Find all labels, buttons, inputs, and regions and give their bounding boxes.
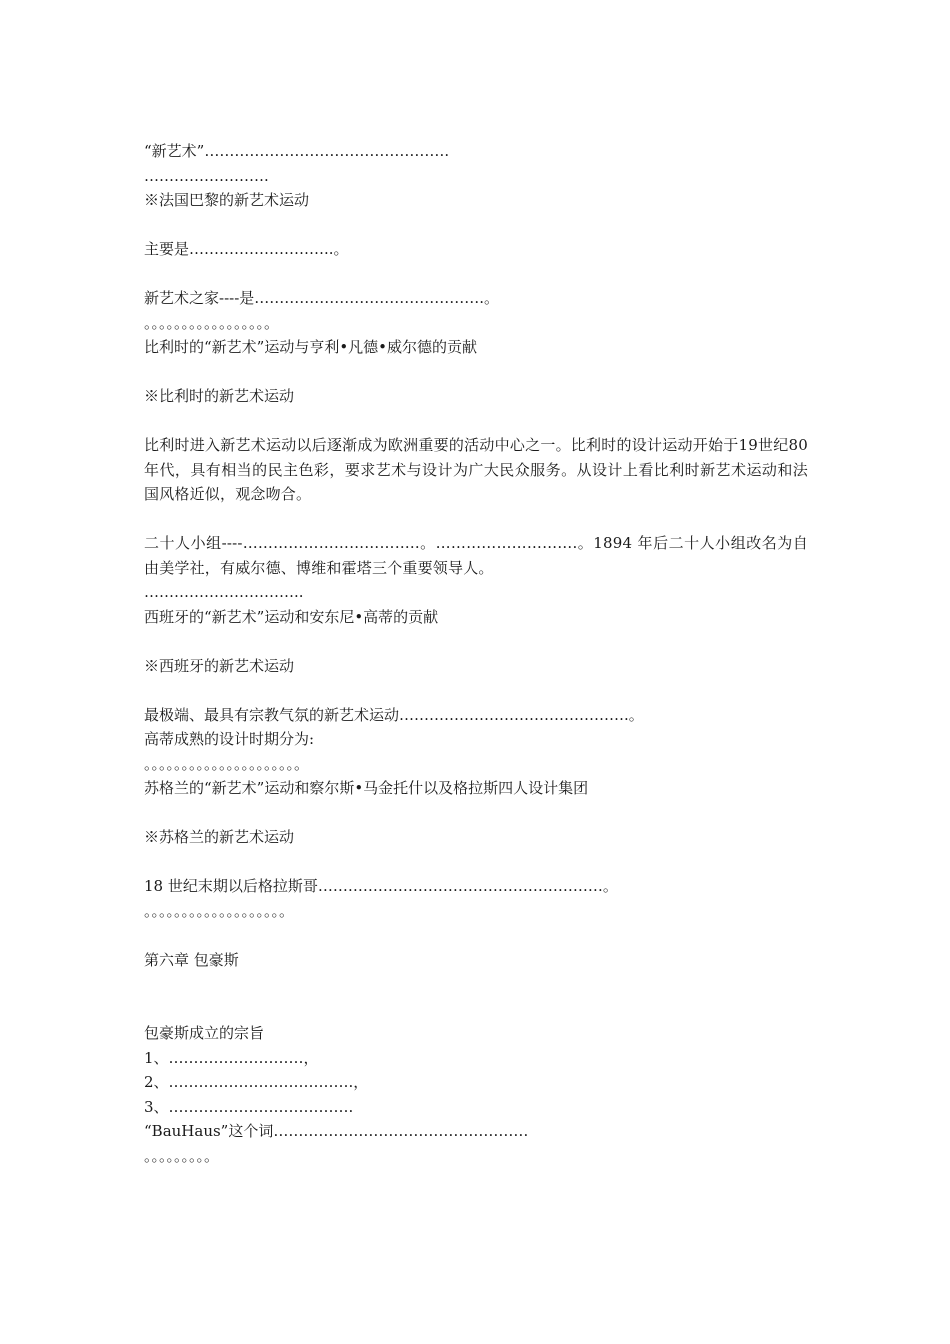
list-item: 3、………………………………. [144,1097,354,1116]
blank-line [144,262,808,287]
text-line: ………………………….. [144,583,304,601]
chapter-title: 第六章 包豪斯 [144,950,239,969]
text-line: “新艺术”…………………………………………. [144,142,450,160]
section-heading: ※法国巴黎的新艺术运动 [144,191,310,209]
text-line: 主要是………………………..。 [144,240,349,258]
blank-line [144,213,808,238]
paragraph: 比利时进入新艺术运动以后逐渐成为欧洲重要的活动中心之一。比利时的设计运动开始于19世纪80年代，具有相当的民主色彩，要求艺术与设计为广大民众服务。从设计上看比利时新艺术运动和法国风格近似，观念吻合。 [144,436,808,503]
document-body [144,139,808,1168]
paragraph: 二十人小组----……………………………..。……………………….。1894 年后二十人小组改名为自由美学社，有威尔德、博维和霍塔三个重要领导人。 [144,534,808,577]
blank-line [144,801,808,826]
blank-line [144,850,808,875]
text-line: 。。。。。。。。。 [144,1146,220,1165]
blank-line [144,678,808,703]
section-title: 西班牙的“新艺术”运动和安东尼•高蒂的贡献 [144,607,439,626]
section-title: 比利时的“新艺术”运动与亨利•凡德•威尔德的贡献 [144,338,478,356]
text-line: 新艺术之家----是……………………………………….。 [144,289,500,307]
blank-line [144,972,808,1021]
text-line: 最极端、最具有宗教气氛的新艺术运动……………………………………….。 [144,705,644,724]
text-line: “BauHaus”这个词…………………………………………… [144,1122,529,1140]
list-item: 1、………………………， [144,1048,319,1067]
list-item: 2、……………………………….， [144,1073,369,1091]
blank-line [144,409,808,434]
section-heading: ※西班牙的新艺术运动 [144,656,295,675]
section-heading: 包豪斯成立的宗旨 [144,1024,265,1042]
text-line: 18 世纪末期以后格拉斯哥…………………………………………………。 [144,877,618,895]
text-line: 。。。。。。。。。。。。。。。。。 [144,313,280,332]
text-line: 高蒂成熟的设计时期分为: [144,730,315,748]
blank-line [144,507,808,532]
text-line: 。。。。。。。。。。。。。。。。。。。 [144,901,295,920]
text-line: ……………………. [144,166,269,185]
blank-line [144,360,808,385]
section-title: 苏格兰的“新艺术”运动和察尔斯•马金托什以及格拉斯四人设计集团 [144,779,589,797]
text-line: 。。。。。。。。。。。。。。。。。。。。。 [144,754,310,773]
section-heading: ※比利时的新艺术运动 [144,387,295,405]
blank-line [144,629,808,654]
blank-line [144,923,808,948]
section-heading: ※苏格兰的新艺术运动 [144,828,295,846]
